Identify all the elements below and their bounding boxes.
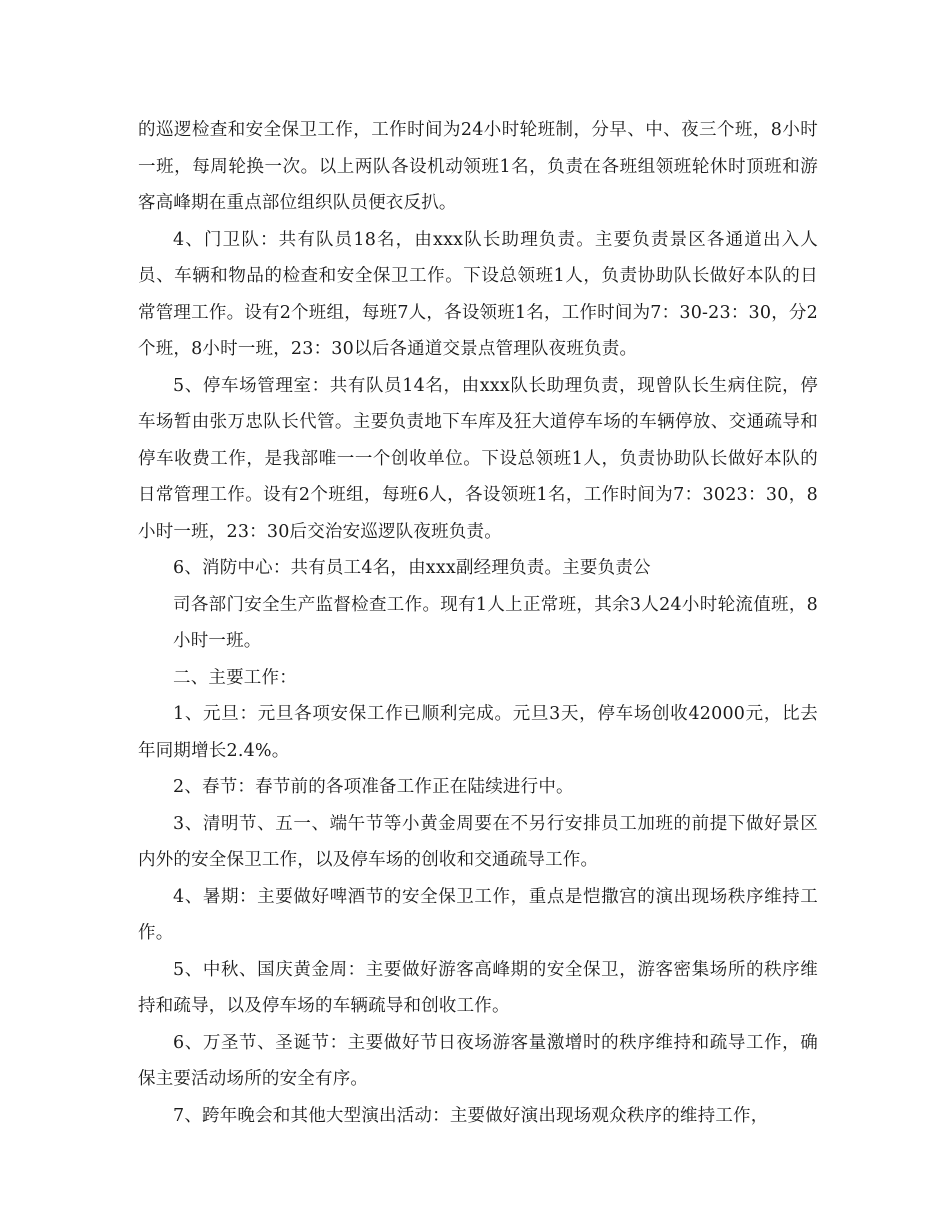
paragraph-gate-guard-team: 4、门卫队：共有队员18名，由xxx队长助理负责。主要负责景区各通道出入人员、车辆和物品的检查和安全保卫工作。下设总领班1人，负责协助队长做好本队的日常管理工作。设有2个班组，每班7人，各设领班1名，工作时间为7：30-23：30，分2个班，8小时一班，23：30以后各通道交景点管理队夜班负责。 xyxy=(138,229,818,359)
paragraph-parking-management: 5、停车场管理室：共有队员14名，由xxx队长助理负责，现曾队长生病住院，停车场暂由张万忠队长代管。主要负责地下车库及狂大道停车场的车辆停放、交通疏导和停车收费工作，是我部唯一一个创收单位。下设总领班1人，负责协助队长做好本队的日常管理工作。设有2个班组，每班6人，各设领班1名，工作时间为7：3023：30，8小时一班，23：30后交治安巡逻队夜班负责。 xyxy=(138,375,818,542)
paragraph-fire-control-center: 6、消防中心：共有员工4名，由xxx副经理负责。主要负责公 xyxy=(173,558,651,578)
paragraph-halloween-christmas: 6、万圣节、圣诞节：主要做好节日夜场游客量激增时的秩序维持和疏导工作，确保主要活动场所的安全有序。 xyxy=(138,1032,818,1089)
document-body xyxy=(138,112,818,1134)
paragraph-new-year-eve-gala: 7、跨年晚会和其他大型演出活动：主要做好演出现场观众秩序的维持工作， xyxy=(173,1105,769,1126)
paragraph-minor-golden-weeks: 3、清明节、五一、端午节等小黄金周要在不另行安排员工加班的前提下做好景区内外的安全保卫工作，以及停车场的创收和交通疏导工作。 xyxy=(138,813,818,870)
paragraph-new-year: 1、元旦：元旦各项安保工作已顺利完成。元旦3天，停车场创收42000元，比去年同期增长2.4%。 xyxy=(138,704,818,761)
paragraph-patrol-continuation: 的巡逻检查和安全保卫工作，工作时间为24小时轮班制，分早、中、夜三个班，8小时一班，每周轮换一次。以上两队各设机动领班1名，负责在各班组领班轮休时顶班和游客高峰期在重点部位组织队员便衣反扒。 xyxy=(138,120,818,213)
paragraph-spring-festival: 2、春节：春节前的各项准备工作正在陆续进行中。 xyxy=(173,777,574,797)
paragraph-fire-control-continuation: 司各部门安全生产监督检查工作。现有1人上正常班，其余3人24小时轮流值班，8小时一班。 xyxy=(173,594,818,651)
paragraph-mid-autumn-national-day: 5、中秋、国庆黄金周：主要做好游客高峰期的安全保卫，游客密集场所的秩序维持和疏导，以及停车场的车辆疏导和创收工作。 xyxy=(138,959,818,1016)
paragraph-summer: 4、暑期：主要做好啤酒节的安全保卫工作，重点是恺撒宫的演出现场秩序维持工作。 xyxy=(138,886,818,943)
section-heading-main-work: 二、主要工作： xyxy=(173,667,297,688)
